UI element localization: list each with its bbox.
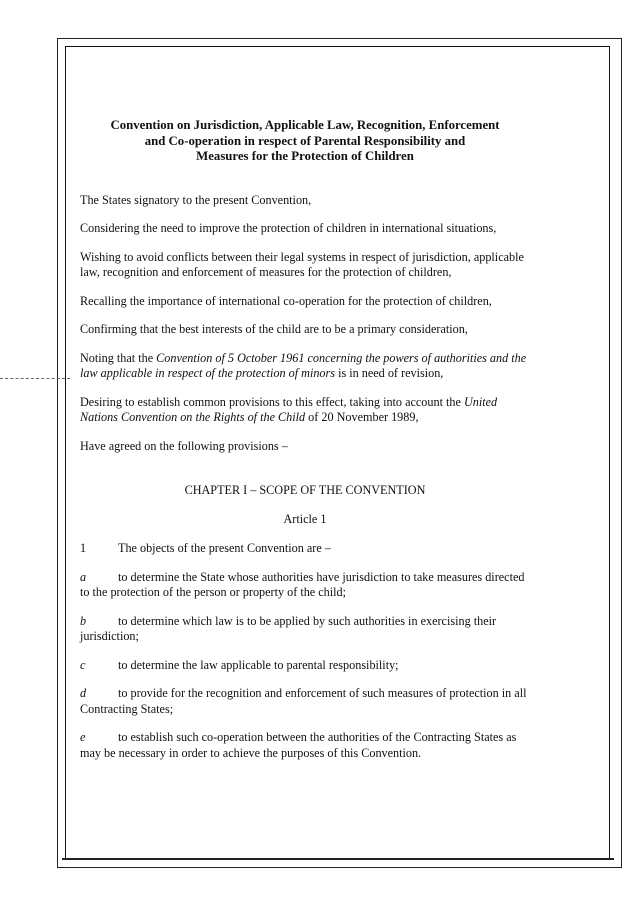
item-marker: b <box>80 613 87 628</box>
scan-artifact-line <box>0 378 70 379</box>
list-item <box>80 614 530 645</box>
list-item <box>80 570 530 601</box>
item-marker: a <box>80 569 87 584</box>
preamble-paragraph: Considering the need to improve the protection of children in international situations, <box>80 221 497 235</box>
document-body <box>80 118 530 774</box>
preamble-paragraph: Have agreed on the following provisions – <box>80 438 288 453</box>
preamble-paragraph: Noting that the Convention of 5 October 1961 concerning the powers of authorities and the law applicable in respect of the protection of minors is in need of revision, <box>80 350 527 380</box>
item-text: to determine which law is to be applied by such authorities in exercising their jurisdiction; <box>80 613 497 643</box>
cited-convention-1961: Convention of 5 October 1961 concerning the powers of authorities and the law applicable in respect of the protection of minors <box>80 350 527 380</box>
article-heading: Article 1 <box>283 511 327 526</box>
item-text: to determine the law applicable to parental responsibility; <box>118 657 399 672</box>
title-line-2: and Co-operation in respect of Parental Responsibility and <box>144 133 466 148</box>
item-text: to determine the State whose authorities have jurisdiction to take measures directed to the protection of the person or property of the child; <box>80 569 525 599</box>
item-marker: d <box>80 686 87 700</box>
title-line-1: Convention on Jurisdiction, Applicable Law, Recognition, Enforcement <box>110 118 500 132</box>
preamble-paragraph: Confirming that the best interests of the child are to be a primary consideration, <box>80 322 468 336</box>
list-item <box>80 686 530 717</box>
list-item <box>80 658 530 674</box>
item-marker: c <box>80 657 86 672</box>
preamble-paragraph: The States signatory to the present Convention, <box>80 192 312 207</box>
item-text: to provide for the recognition and enforcement of such measures of protection in all Contracting States; <box>80 686 527 716</box>
chapter-heading: CHAPTER I – SCOPE OF THE CONVENTION <box>184 483 426 497</box>
document-title <box>80 118 530 165</box>
item-text: to establish such co-operation between the authorities of the Contracting States as may be necessary in order to achieve the purposes of this Convention. <box>80 730 517 760</box>
clause-text: The objects of the present Convention are – <box>118 541 331 555</box>
clause <box>80 541 530 557</box>
preamble-paragraph: Recalling the importance of international co-operation for the protection of children, <box>80 293 492 308</box>
list-item <box>80 730 530 761</box>
cited-un-convention: United Nations Convention on the Rights of the Child <box>80 394 498 424</box>
clause-number: 1 <box>80 541 87 555</box>
bottom-rule <box>62 858 614 860</box>
item-marker: e <box>80 730 86 744</box>
preamble-paragraph: Desiring to establish common provisions to this effect, taking into account the United Nations Convention on the Rights of the Child of 20 November 1989, <box>80 394 498 424</box>
title-line-3: Measures for the Protection of Children <box>196 149 414 163</box>
preamble-paragraph: Wishing to avoid conflicts between their legal systems in respect of jurisdiction, applicable law, recognition and enforcement of measures for the protection of children, <box>80 249 524 279</box>
